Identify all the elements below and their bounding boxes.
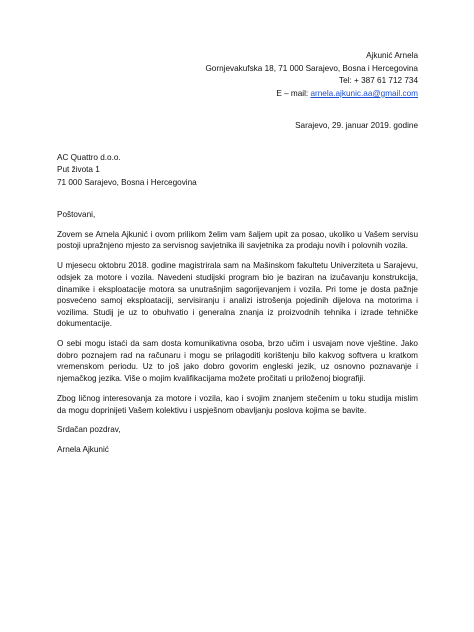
recipient-block [57, 152, 197, 189]
sender-email-link[interactable]: arnela.ajkunic.aa@gmail.com [310, 88, 418, 98]
sender-block [205, 50, 418, 100]
sender-email-line [205, 88, 418, 101]
letter-paragraph: O sebi mogu istaći da sam dosta komunikativna osoba, brzo učim i usvajam nove vještine. Jako dobro poznajem rad na računaru i mogu se prilagoditi korištenju bilo kakvog softvera u kratkom vremenskom periodu. Uz to još jako dobro govorim engleski jezik, uz osnovno poznavanje i njemačkog jezika. Više o mojim kvalifikacijama možete pročitati u priloženoj biografiji. [57, 339, 418, 384]
letter-signature: Arnela Ajkunić [57, 445, 109, 455]
sender-phone: Tel: + 387 61 712 734 [339, 76, 418, 86]
letter-paragraph: U mjesecu oktobru 2018. godine magistrirala sam na Mašinskom fakultetu Univerziteta u Sarajevu, odsjek za motore i vozila. Navedeni studijski program bio je baziran na izučavanju konstrukcija, dinamike i eksploatacije motora sa unutrašnjim sagorijevanjem i vozila. Pri tome je dosta pažnje posvećeno samoj eksploataciji, servisiranju i analizi istrošenja pojedinih dijelova na motorima i vozilima. Studij je uz to obuhvatio i generalna znanja iz proizvodnih tehnika i izrade tehničke dokumentacije. [57, 261, 418, 329]
recipient-city: 71 000 Sarajevo, Bosna i Hercegovina [57, 177, 197, 187]
sender-name: Ajkunić Arnela [366, 51, 418, 60]
letter-body [57, 209, 418, 464]
letter-paragraph: Zbog ličnog interesovanja za motore i vozila, kao i svojim znanjem stečenim u toku studija mislim da mogu doprinijeti Vašem kolektivu i uspješnom obavljanju poslova kojima se bavite. [57, 393, 418, 415]
letter-closing: Srdačan pozdrav, [57, 425, 121, 435]
sender-address: Gornjevakufska 18, 71 000 Sarajevo, Bosna i Hercegovina [205, 63, 418, 73]
recipient-street: Put života 1 [57, 165, 100, 175]
letter-greeting: Poštovani, [57, 210, 96, 219]
sender-email-label: E – mail: [276, 88, 309, 98]
letter-paragraph: Zovem se Arnela Ajkunić i ovom prilikom želim vam šaljem upit za posao, ukoliko u Vašem servisu postoji upražnjeno mjesto za servisnog savjetnika ili savjetnika za prodaju novih i polovnih vozila. [57, 229, 418, 251]
recipient-company: AC Quattro d.o.o. [57, 153, 121, 162]
letter-date: Sarajevo, 29. januar 2019. godine [295, 121, 418, 130]
